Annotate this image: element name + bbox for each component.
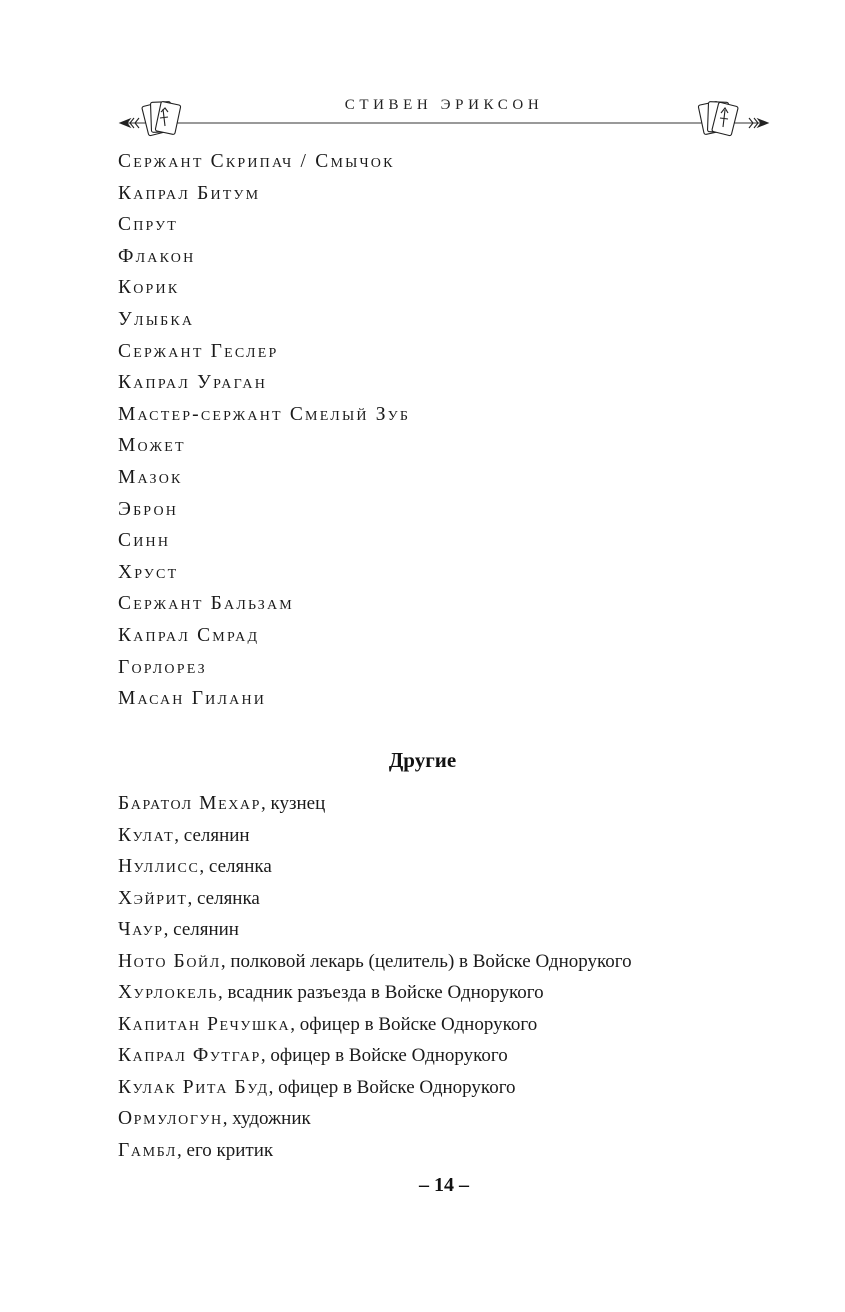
list-item (118, 914, 778, 946)
character-name: Кулат (118, 824, 175, 846)
list-item (118, 683, 778, 715)
list-item (118, 977, 778, 1009)
running-header (118, 94, 770, 138)
character-name: Сержант Геслер (118, 340, 279, 362)
character-name: Баратол Мехар (118, 793, 262, 814)
character-description: , офицер в Войске Однорукого (290, 1013, 538, 1035)
character-name: Горлорез (118, 656, 207, 678)
character-name: Капрал Смрад (118, 624, 260, 646)
list-item (118, 146, 778, 178)
list-item (118, 820, 778, 852)
list-item (118, 272, 778, 304)
list-item (118, 946, 778, 978)
character-name: Капрал Футгар (118, 1045, 261, 1066)
character-name: Сержант Скрипач / Смычок (118, 151, 395, 172)
character-name: Может (118, 435, 186, 457)
character-description: , офицер в Войске Однорукого (260, 1045, 508, 1066)
character-name: Сержант Бальзам (118, 593, 294, 615)
list-item (118, 851, 778, 883)
character-name: Кулак Рита Буд (118, 1076, 269, 1098)
character-name: Спрут (118, 214, 179, 236)
soldiers-list (118, 146, 778, 715)
character-description: , художник (222, 1108, 311, 1129)
list-item (118, 209, 778, 241)
character-name: Капитан Речушка (118, 1013, 291, 1035)
list-item (118, 652, 778, 684)
character-name: Хэйрит (118, 887, 188, 909)
character-name: Ормулогун (118, 1108, 223, 1129)
character-name: Хруст (118, 561, 179, 583)
character-name: Мазок (118, 466, 183, 488)
character-name: Синн (118, 530, 171, 552)
page-number: – 14 – (419, 1174, 469, 1196)
character-name: Флакон (118, 245, 196, 267)
character-name: Корик (118, 277, 180, 299)
character-description: , полковой лекарь (целитель) в Войске Однорукого (220, 950, 632, 972)
character-name: Нуллисс (118, 856, 200, 877)
list-item (118, 788, 778, 820)
character-name: Ното Бойл (118, 950, 221, 972)
character-name: Эброн (118, 498, 179, 520)
list-item (118, 304, 778, 336)
character-description: , кузнец (261, 793, 326, 814)
list-item (118, 620, 778, 652)
character-description: , селянин (163, 919, 239, 940)
character-name: Чаур (118, 919, 164, 940)
section-title-others: Другие (388, 748, 457, 772)
list-item (118, 1103, 778, 1135)
character-name: Капрал Битум (118, 182, 261, 204)
list-item (118, 1135, 778, 1167)
character-name: Гамбл (118, 1139, 178, 1161)
header-author: СТИВЕН ЭРИКСОН (344, 97, 544, 113)
list-item (118, 367, 778, 399)
list-item (118, 525, 778, 557)
character-description: , селянка (199, 856, 272, 877)
list-item (118, 178, 778, 210)
list-item (118, 588, 778, 620)
list-item (118, 1072, 778, 1104)
list-item (118, 336, 778, 368)
character-description: , селянин (174, 824, 250, 846)
list-item (118, 557, 778, 589)
list-item (118, 1040, 778, 1072)
list-item (118, 883, 778, 915)
list-item (118, 1009, 778, 1041)
character-description: , офицер в Войске Однорукого (268, 1076, 516, 1098)
list-item (118, 430, 778, 462)
character-name: Хурлокель (118, 982, 218, 1003)
character-name: Улыбка (118, 308, 195, 330)
list-item (118, 462, 778, 494)
character-name: Мастер-сержант Смелый Зуб (118, 403, 411, 425)
character-name: Капрал Ураган (118, 372, 268, 394)
character-description: , всадник разъезда в Войске Однорукого (217, 982, 544, 1003)
list-item (118, 399, 778, 431)
others-list (118, 788, 778, 1166)
list-item (118, 494, 778, 526)
character-description: , селянка (187, 887, 260, 909)
character-name: Масан Гилани (118, 688, 267, 710)
list-item (118, 241, 778, 273)
character-description: , его критик (177, 1139, 274, 1161)
